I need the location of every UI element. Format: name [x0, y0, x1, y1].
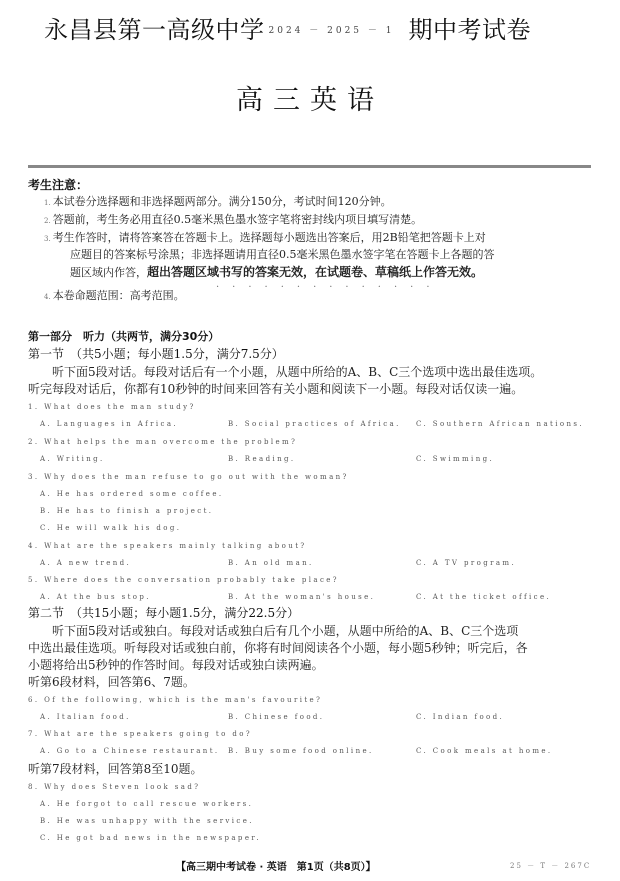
q4-option-b: B. An old man. — [228, 559, 314, 567]
notice-item-3-line-2: 应题目的答案标号涂黑；非选择题请用直径0.5毫米黑色墨水签字笔在答题卡上各题的答 — [70, 248, 495, 261]
header-divider — [28, 165, 591, 168]
q6-option-a: A. Italian food. — [40, 713, 131, 721]
question-7: 7. What are the speakers going to do? — [28, 730, 252, 738]
q6-option-c: C. Indian food. — [416, 713, 505, 721]
notice-item-3-line-3: 题区域内作答，超出答题区域书写的答案无效，在试题卷、草稿纸上作答无效。 — [70, 265, 484, 279]
question-4: 4. What are the speakers mainly talking about? — [28, 542, 307, 550]
notice-item-1: 1. 本试卷分选择题和非选择题两部分。满分150分，考试时间120分钟。 — [44, 195, 392, 208]
q2-option-c: C. Swimming. — [416, 455, 495, 463]
q2-option-a: A. Writing. — [40, 455, 105, 463]
q7-option-c: C. Cook meals at home. — [416, 747, 553, 755]
q4-option-a: A. A new trend. — [40, 559, 132, 567]
page-footer: 【高三期中考试卷 · 英语 第1页（共8页）】 — [176, 862, 376, 873]
q5-option-b: B. At the woman's house. — [228, 593, 376, 601]
question-6: 6. Of the following, which is the man's favourite? — [28, 696, 323, 704]
q5-option-a: A. At the bus stop. — [40, 593, 151, 601]
part1-title: 第一部分 听力（共两节，满分30分） — [28, 330, 220, 343]
q8-option-c: C. He got bad news in the newspaper. — [40, 834, 261, 842]
q7-option-a: A. Go to a Chinese restaurant. — [40, 747, 220, 755]
question-8: 8. Why does Steven look sad? — [28, 783, 201, 791]
notice-item-3: 3. 考生作答时，请将答案答在答题卡上。选择题每小题选出答案后，用2B铅笔把答题卡上对 — [44, 231, 486, 244]
section1-instruction-1: 听下面5段对话。每段对话后有一个小题，从题中所给的A、B、C三个选项中选出最佳选项。 — [28, 365, 543, 379]
paper-code: 25 － T － 267C — [510, 862, 592, 870]
q4-option-c: C. A TV program. — [416, 559, 517, 567]
school-name: 永昌县第一高级中学 — [44, 16, 265, 44]
exam-year: 2024 － 2025 － 1 — [268, 26, 395, 36]
question-1: 1. What does the man study? — [28, 403, 196, 411]
notice-warning: 超出答题区域书写的答案无效，在试题卷、草稿纸上作答无效。 — [147, 265, 484, 279]
material-7-note: 听第7段材料，回答第8至10题。 — [28, 762, 203, 776]
q3-option-a: A. He has ordered some coffee. — [40, 490, 224, 498]
q1-option-c: C. Southern African nations. — [416, 420, 585, 428]
q3-option-c: C. He will walk his dog. — [40, 524, 182, 532]
notice-item-4: 4. 本卷命题范围：高考范围。 — [44, 289, 185, 302]
section1-title: 第一节 （共5小题；每小题1.5分，满分7.5分） — [28, 347, 284, 361]
q1-option-b: B. Social practices of Africa. — [228, 420, 401, 428]
q3-option-b: B. He has to finish a project. — [40, 507, 214, 515]
question-2: 2. What helps the man overcome the problem? — [28, 438, 298, 446]
question-3: 3. Why does the man refuse to go out with the woman? — [28, 473, 349, 481]
section2-title: 第二节 （共15小题；每小题1.5分，满分22.5分） — [28, 606, 300, 620]
q2-option-b: B. Reading. — [228, 455, 296, 463]
dotted-line: ·············· — [216, 282, 443, 293]
q1-option-a: A. Languages in Africa. — [40, 420, 179, 428]
q5-option-c: C. At the ticket office. — [416, 593, 552, 601]
notice-item-2: 2. 答题前，考生务必用直径0.5毫米黑色墨水签字笔将密封线内项目填写清楚。 — [44, 213, 423, 226]
section1-instruction-2: 听完每段对话后，你都有10秒钟的时间来回答有关小题和阅读下一小题。每段对话仅读一遍。 — [28, 382, 524, 396]
section2-instruction-2: 中选出最佳选项。听每段对话或独白前，你将有时间阅读各个小题，每小题5秒钟；听完后，各 — [28, 641, 528, 655]
section2-instruction-3: 小题将给出5秒钟的作答时间。每段对话或独白读两遍。 — [28, 658, 324, 672]
subject-title: 高三英语 — [236, 85, 384, 116]
q8-option-a: A. He forgot to call rescue workers. — [40, 800, 254, 808]
q6-option-b: B. Chinese food. — [228, 713, 325, 721]
notice-title: 考生注意： — [28, 178, 89, 192]
q7-option-b: B. Buy some food online. — [228, 747, 374, 755]
material-6-note: 听第6段材料，回答第6、7题。 — [28, 675, 195, 689]
section2-instruction-1: 听下面5段对话或独白。每段对话或独白后有几个小题，从题中所给的A、B、C三个选项 — [28, 624, 519, 638]
q8-option-b: B. He was unhappy with the service. — [40, 817, 254, 825]
school-title — [44, 10, 531, 45]
question-5: 5. Where does the conversation probably take place? — [28, 576, 339, 584]
exam-name: 期中考试卷 — [408, 16, 531, 44]
